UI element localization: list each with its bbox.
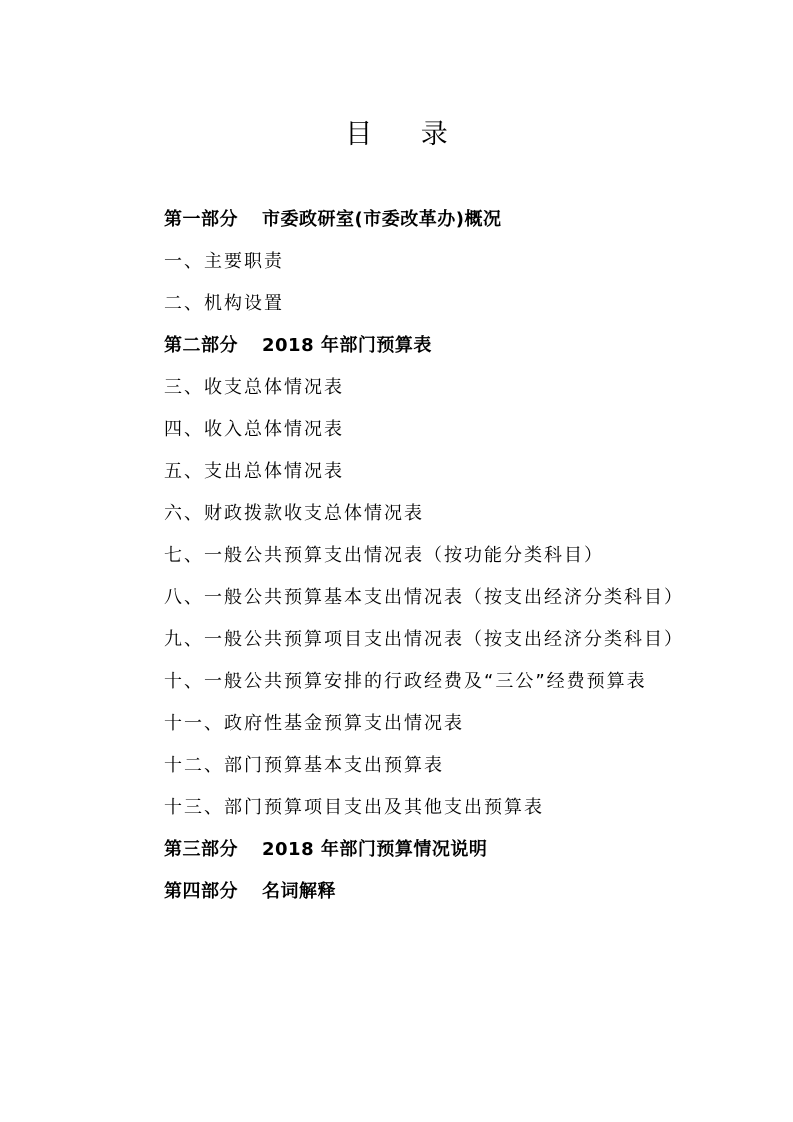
toc-item: 一、主要职责 bbox=[164, 251, 284, 272]
toc-part-label: 第三部分 bbox=[164, 839, 238, 860]
toc-part-3 bbox=[122, 829, 678, 871]
toc-item: 二、机构设置 bbox=[164, 293, 284, 314]
toc-item: 八、一般公共预算基本支出情况表（按支出经济分类科目） bbox=[164, 587, 684, 608]
page-title: 目 录 bbox=[345, 119, 468, 150]
toc-item: 四、收入总体情况表 bbox=[164, 419, 344, 440]
toc-part-title: 2018 年部门预算情况说明 bbox=[262, 839, 488, 860]
toc-item: 六、财政拨款收支总体情况表 bbox=[164, 503, 424, 524]
toc-part-title: 名词解释 bbox=[262, 881, 336, 902]
toc-part-4 bbox=[122, 871, 678, 913]
toc-item: 五、支出总体情况表 bbox=[164, 461, 344, 482]
toc-part-2 bbox=[122, 325, 678, 367]
toc-part-label: 第二部分 bbox=[164, 335, 238, 356]
toc-part-title: 市委政研室(市委改革办)概况 bbox=[262, 209, 502, 230]
toc-part-title: 2018 年部门预算表 bbox=[262, 335, 432, 356]
toc-part-label: 第一部分 bbox=[164, 209, 238, 230]
toc-item: 十三、部门预算项目支出及其他支出预算表 bbox=[164, 797, 544, 818]
toc-item: 十一、政府性基金预算支出情况表 bbox=[164, 713, 464, 734]
table-of-contents bbox=[122, 199, 684, 913]
toc-item: 九、一般公共预算项目支出情况表（按支出经济分类科目） bbox=[164, 629, 684, 650]
toc-part-label: 第四部分 bbox=[164, 881, 238, 902]
toc-part-1 bbox=[122, 199, 678, 241]
toc-item: 十二、部门预算基本支出预算表 bbox=[164, 755, 444, 776]
toc-item: 七、一般公共预算支出情况表（按功能分类科目） bbox=[164, 545, 604, 566]
toc-item: 三、收支总体情况表 bbox=[164, 377, 344, 398]
toc-item: 十、一般公共预算安排的行政经费及“三公”经费预算表 bbox=[164, 671, 647, 692]
